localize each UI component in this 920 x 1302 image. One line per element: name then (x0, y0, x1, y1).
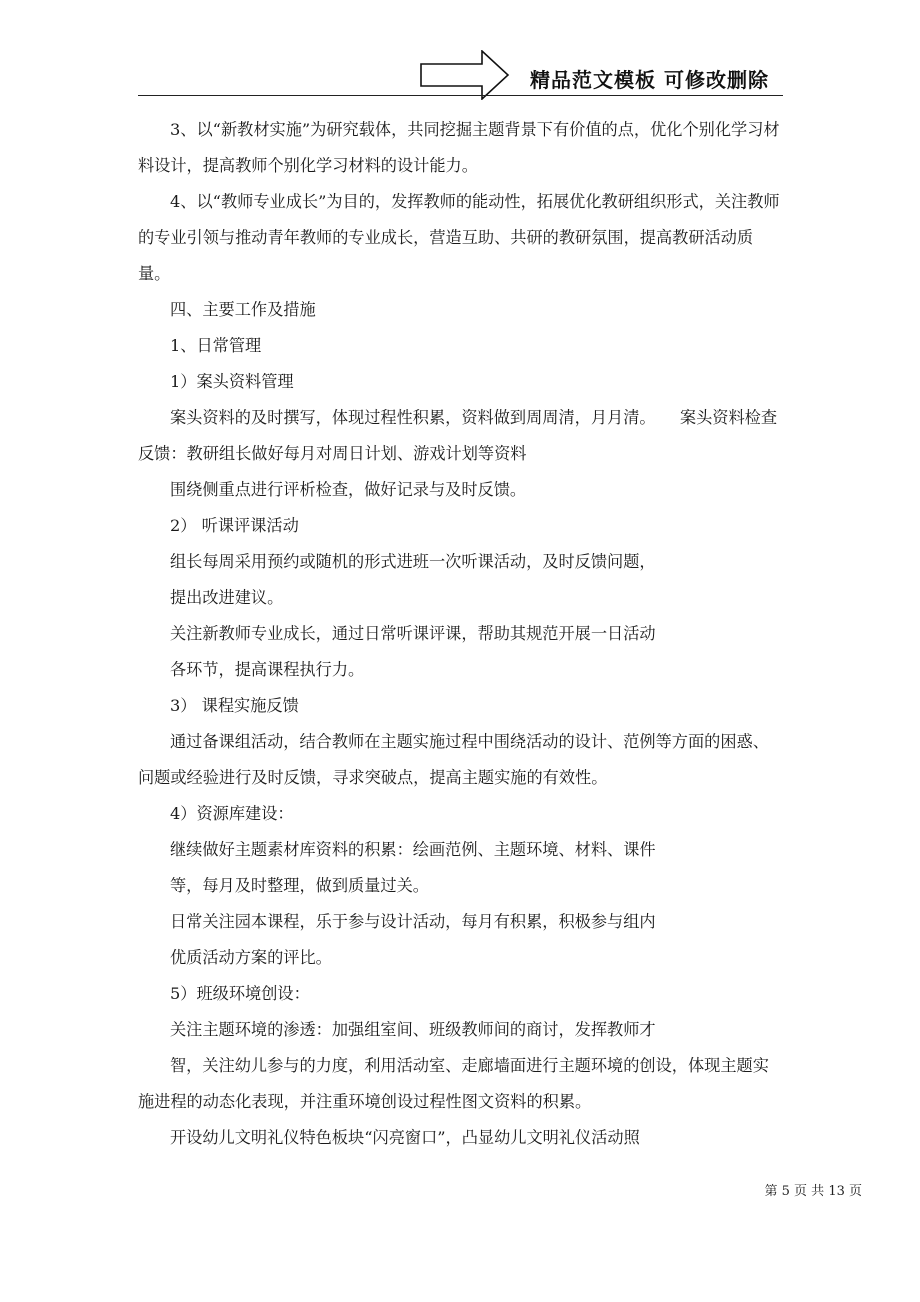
paragraph: 开设幼儿文明礼仪特色板块“闪亮窗口”，凸显幼儿文明礼仪活动照 (170, 1128, 640, 1147)
item-heading: 1）案头资料管理 (170, 372, 294, 391)
header-title: 精品范文模板 可修改删除 (530, 68, 769, 92)
paragraph: 4、以“教师专业成长”为目的，发挥教师的能动性，拓展优化教研组织形式，关注教师的专业引领与推动青年教师的专业成长，营造互助、共研的教研氛围，提高教研活动质量。 (138, 192, 780, 283)
item-heading: 3） 课程实施反馈 (170, 696, 299, 715)
paragraph: 日常关注园本课程，乐于参与设计活动，每月有积累，积极参与组内 (170, 912, 656, 931)
page-number: 第 5 页 共 13 页 (764, 1184, 862, 1199)
page-header (0, 0, 920, 100)
paragraph: 继续做好主题素材库资料的积累：绘画范例、主题环境、材料、课件 (170, 840, 656, 859)
paragraph: 通过备课组活动，结合教师在主题实施过程中围绕活动的设计、范例等方面的困惑、问题或经验进行及时反馈，寻求突破点，提高主题实施的有效性。 (138, 732, 769, 787)
paragraph: 关注新教师专业成长，通过日常听课评课，帮助其规范开展一日活动 (170, 624, 656, 643)
paragraph: 案头资料的及时撰写，体现过程性积累，资料做到周周清，月月清。 案头资料检查反馈：教研组长做好每月对周日计划、游戏计划等资料 (138, 408, 778, 463)
paragraph: 关注主题环境的渗透：加强组室间、班级教师间的商讨，发挥教师才 (170, 1020, 656, 1039)
section-heading: 四、主要工作及措施 (170, 300, 316, 319)
item-heading: 4）资源库建设： (170, 804, 294, 823)
header-divider (138, 95, 783, 96)
paragraph: 围绕侧重点进行评析检查，做好记录与及时反馈。 (170, 480, 527, 499)
paragraph: 等，每月及时整理，做到质量过关。 (170, 876, 429, 895)
paragraph: 3、以“新教材实施”为研究载体，共同挖掘主题背景下有价值的点，优化个别化学习材料设计，提高教师个别化学习材料的设计能力。 (138, 120, 780, 175)
subsection-heading: 1、日常管理 (170, 336, 262, 355)
document-body (138, 112, 783, 1156)
item-heading: 5）班级环境创设： (170, 984, 310, 1003)
paragraph: 智，关注幼儿参与的力度，利用活动室、走廊墙面进行主题环境的创设，体现主题实施进程的动态化表现，并注重环境创设过程性图文资料的积累。 (138, 1056, 769, 1111)
item-heading: 2） 听课评课活动 (170, 516, 299, 535)
paragraph: 各环节，提高课程执行力。 (170, 660, 365, 679)
paragraph: 优质活动方案的评比。 (170, 948, 332, 967)
paragraph: 提出改进建议。 (170, 588, 284, 607)
arrow-right-icon (420, 50, 510, 100)
paragraph: 组长每周采用预约或随机的形式进班一次听课活动，及时反馈问题， (170, 552, 656, 571)
